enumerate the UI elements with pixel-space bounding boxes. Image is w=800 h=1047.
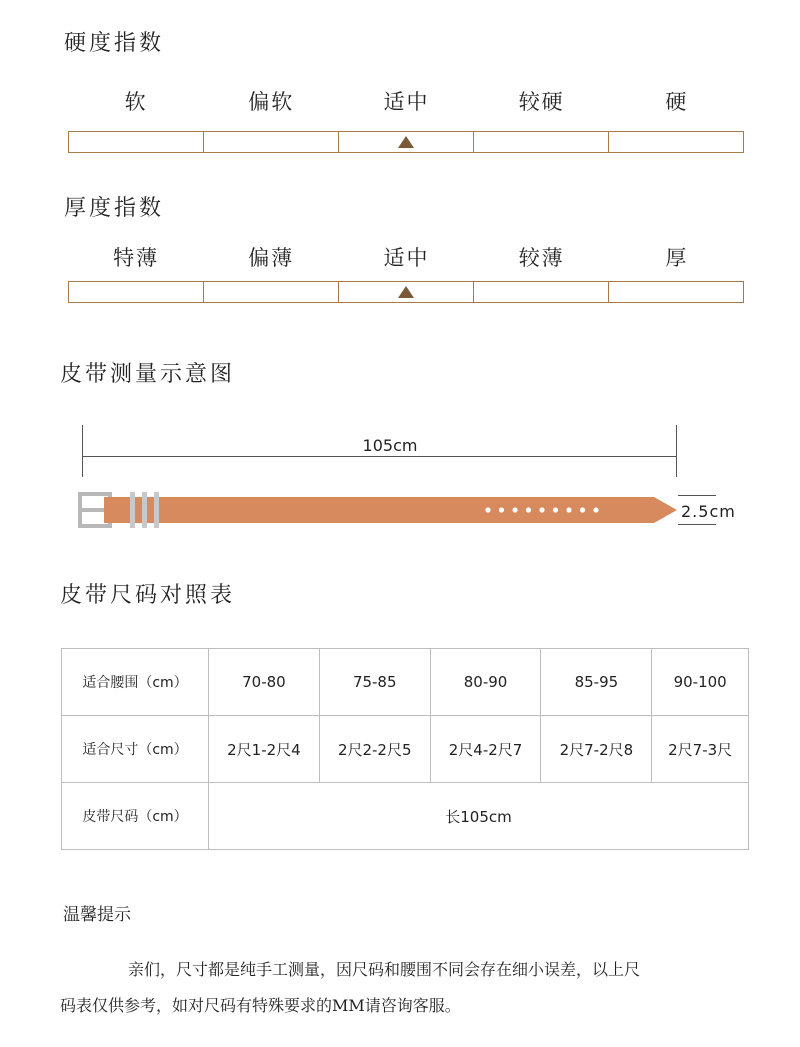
table-cell: 90-100 [652,649,749,716]
table-cell: 70-80 [209,649,320,716]
tips-line-1: 亲们，尺寸都是纯手工测量，因尺码和腰围不同会存在细小误差，以上尺 [128,960,641,979]
belt-hole [580,507,585,512]
belt-hole [539,507,544,512]
thickness-scale-cell [474,282,609,302]
hardness-title: 硬度指数 [64,31,165,56]
hardness-scale-cell [204,132,339,152]
size-table-title: 皮带尺码对照表 [60,583,236,608]
belt-hole [593,507,598,512]
belt-hole [485,507,490,512]
belt-holes [485,507,598,512]
length-tick-right [676,425,677,477]
belt-hole [526,507,531,512]
table-cell: 80-90 [430,649,541,716]
hardness-label: 较硬 [518,90,565,114]
hardness-label: 硬 [665,90,689,114]
belt-illustration [74,488,684,532]
thickness-title: 厚度指数 [64,196,165,221]
thickness-label: 厚 [665,246,689,270]
triangle-marker-icon [398,136,414,148]
row-header-waist: 适合腰围（cm） [62,649,209,716]
length-dimension-line [82,456,677,457]
belt-hole [566,507,571,512]
belt-diagram-title: 皮带测量示意图 [60,362,236,387]
hardness-scale-cell [609,132,743,152]
thickness-scale-cell [609,282,743,302]
thickness-scale-cell [339,282,474,302]
table-row [62,649,749,716]
belt-loop-bar [142,492,147,528]
table-row [62,783,749,850]
width-label: 2.5cm [681,502,736,521]
tips-line-2: 码表仅供参考，如对尺码有特殊要求的MM请咨询客服。 [60,996,461,1015]
table-cell-merged: 长105cm [209,783,749,850]
belt-strap [104,497,677,523]
table-cell: 85-95 [541,649,652,716]
belt-hole [499,507,504,512]
width-line-top [678,495,716,496]
hardness-scale-cell [69,132,204,152]
hardness-scale-cell [474,132,609,152]
row-header-size: 适合尺寸（cm） [62,716,209,783]
thickness-scale-bar [68,281,744,303]
thickness-label: 偏薄 [248,246,295,270]
thickness-scale-cell [204,282,339,302]
table-cell: 2尺7-3尺 [652,716,749,783]
table-cell: 75-85 [319,649,430,716]
table-cell: 2尺7-2尺8 [541,716,652,783]
thickness-label: 较薄 [518,246,565,270]
table-cell: 2尺4-2尺7 [430,716,541,783]
tips-title: 温馨提示 [63,905,131,925]
belt-hole [512,507,517,512]
hardness-label: 偏软 [248,90,295,114]
table-cell: 2尺2-2尺5 [319,716,430,783]
size-table [61,648,749,850]
hardness-label: 适中 [383,90,430,114]
belt-hole [553,507,558,512]
width-line-bottom [678,524,716,525]
triangle-marker-icon [398,286,414,298]
thickness-scale-cell [69,282,204,302]
length-tick-left [82,425,83,477]
table-row [62,716,749,783]
thickness-label: 适中 [383,246,430,270]
hardness-scale-bar [68,131,744,153]
hardness-label: 软 [124,90,148,114]
length-label: 105cm [362,436,418,455]
hardness-scale-cell [339,132,474,152]
belt-loop-bar [154,492,159,528]
table-cell: 2尺1-2尺4 [209,716,320,783]
thickness-label: 特薄 [113,246,160,270]
row-header-belt-size: 皮带尺码（cm） [62,783,209,850]
belt-loop-bar [130,492,135,528]
